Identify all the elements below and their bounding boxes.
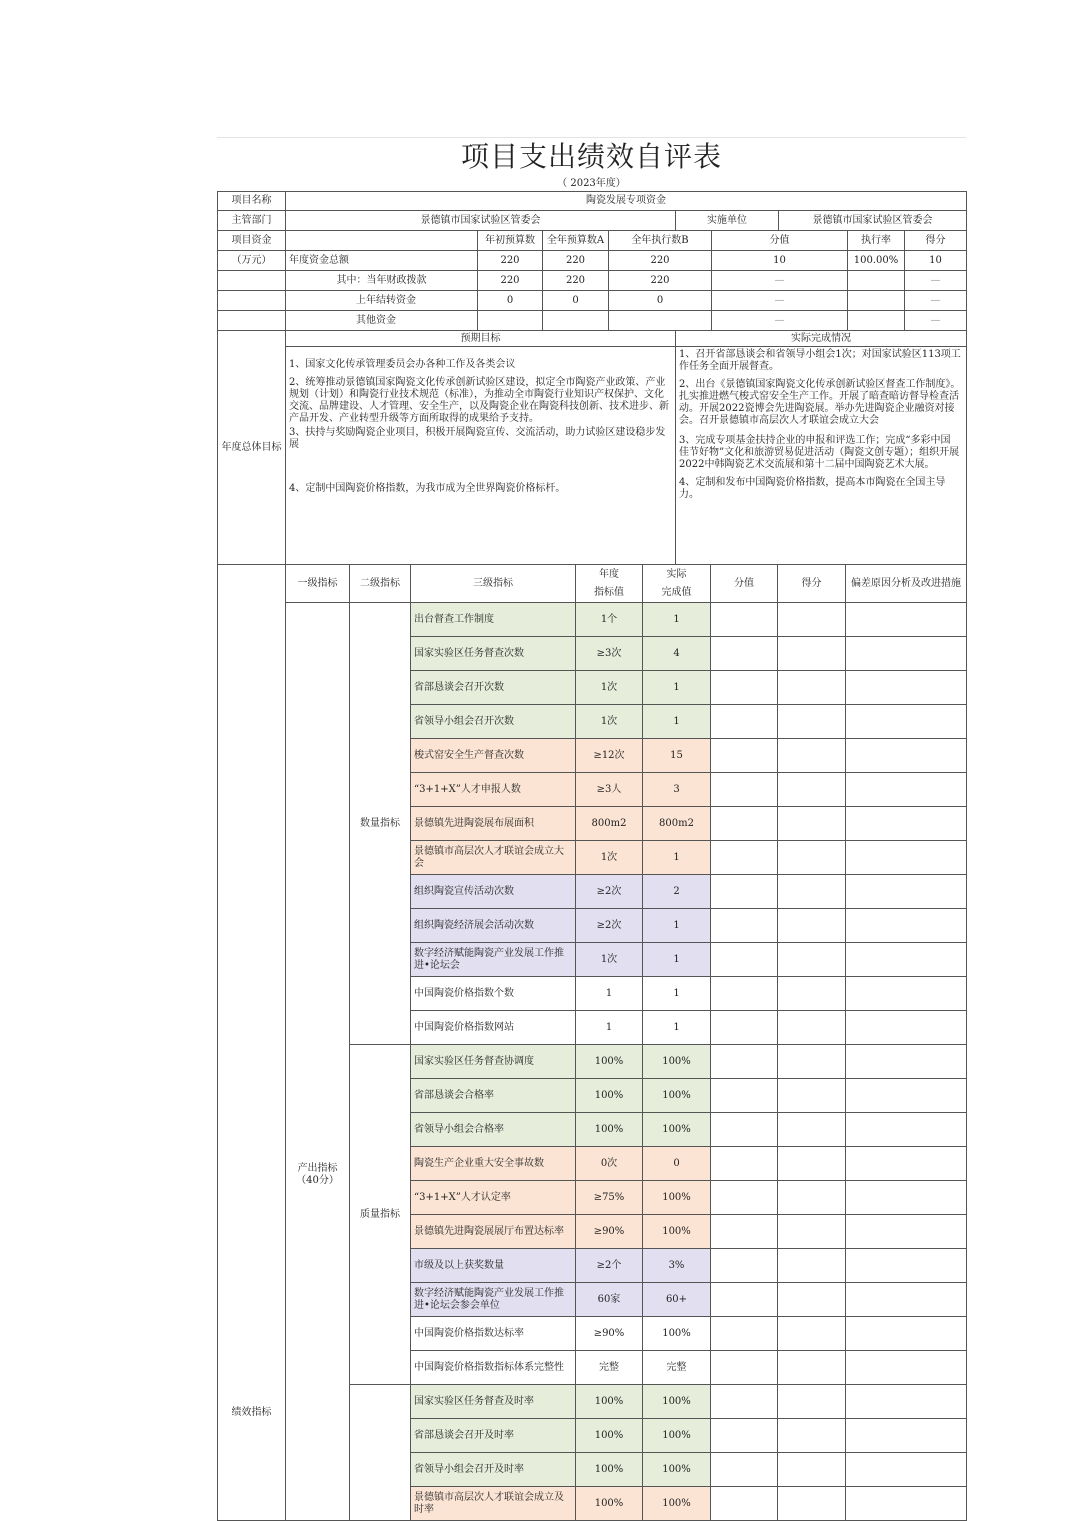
indicator-deviation [846, 1317, 967, 1351]
indicator-name: 国家实验区任务督查及时率 [411, 1385, 576, 1419]
indicator-deviation [846, 1487, 967, 1521]
indicator-target: 1次 [576, 841, 643, 875]
indicator-score [778, 671, 846, 705]
indicator-name: 数字经济赋能陶瓷产业发展工作推进•论坛会参会单位 [411, 1283, 576, 1317]
indicator-deviation [846, 1181, 967, 1215]
indicator-deviation [846, 1283, 967, 1317]
indicator-target: 100% [576, 1419, 643, 1453]
indicator-name: 数字经济赋能陶瓷产业发展工作推进•论坛会 [411, 943, 576, 977]
indicator-deviation [846, 875, 967, 909]
indicator-name: “3+1+X”人才认定率 [411, 1181, 576, 1215]
indicator-target: 0次 [576, 1147, 643, 1181]
department-value: 景德镇市国家试验区管委会 [286, 211, 676, 231]
indicator-score-value [711, 943, 778, 977]
indicator-score [778, 1181, 846, 1215]
indicator-score-value [711, 1351, 778, 1385]
funds-row: （万元） 年度资金总额 220 220 220 10 100.00% 10 [218, 251, 967, 271]
indicator-actual: 3% [643, 1249, 711, 1283]
indicator-actual: 4 [643, 637, 711, 671]
indicator-deviation [846, 1249, 967, 1283]
indicator-name: 国家实验区任务督查协调度 [411, 1045, 576, 1079]
impl-unit-value: 景德镇市国家试验区管委会 [779, 211, 967, 231]
indicator-name: 省领导小组会召开及时率 [411, 1453, 576, 1487]
indicator-score [778, 841, 846, 875]
indicator-score [778, 705, 846, 739]
indicator-name: 出台督查工作制度 [411, 603, 576, 637]
indicator-score-value [711, 841, 778, 875]
funds-header-cell: 分值 [712, 231, 848, 251]
indicator-deviation [846, 807, 967, 841]
indicator-name: “3+1+X”人才申报人数 [411, 773, 576, 807]
info-table [217, 191, 967, 565]
output-indicator-label: 产出指标（40分） [286, 603, 350, 1521]
indicator-deviation [846, 1045, 967, 1079]
indicator-name: 市级及以上获奖数量 [411, 1249, 576, 1283]
indicator-actual: 60+ [643, 1283, 711, 1317]
indicator-name: 中国陶瓷价格指数网站 [411, 1011, 576, 1045]
indicator-actual: 2 [643, 875, 711, 909]
actual-result-header: 实际完成情况 [676, 331, 967, 347]
indicator-actual: 100% [643, 1453, 711, 1487]
funds-header-cell: 执行率 [848, 231, 905, 251]
indicator-deviation [846, 1079, 967, 1113]
funds-row: 其他资金 — — [218, 311, 967, 331]
indicator-score [778, 603, 846, 637]
funds-row: 上年结转资金 0 0 0 — — [218, 291, 967, 311]
indicator-score-value [711, 1215, 778, 1249]
indicator-score-value [711, 977, 778, 1011]
indicator-target: ≥90% [576, 1317, 643, 1351]
indicator-actual: 100% [643, 1385, 711, 1419]
indicator-actual: 100% [643, 1317, 711, 1351]
indicator-deviation [846, 977, 967, 1011]
indicator-target: 100% [576, 1045, 643, 1079]
indicator-score [778, 1453, 846, 1487]
actual-results: 1、召开省部恳谈会和省领导小组会1次；对国家试验区113项工作任务全面开展督查。 2、出台《景德镇国家陶瓷文化传承创新试验区督查工作制度》。扎实推进燃气梭式窑安全生产工作。开展了暗查暗访督导检查活动。开展2022瓷博会先进陶瓷展。举办先进陶瓷企业融资对接会。召开景德镇市高层次人才联谊会成立大会 3、完成专项基金扶持企业的申报和评选工作；完成“多彩中国 佳节好物”文化和旅游贸易促进活动（陶瓷文创专题）；组织开展2022中韩陶瓷艺术交流展和第十二届中国陶瓷艺术大展。 4、定制和发布中国陶瓷价格指数，提高本市陶瓷在全国主导力。 [676, 347, 967, 565]
indicator-actual: 1 [643, 603, 711, 637]
funds-unit-label: （万元） [218, 251, 286, 271]
indicator-name: 组织陶瓷宣传活动次数 [411, 875, 576, 909]
indicator-actual: 1 [643, 943, 711, 977]
indicator-target: 1次 [576, 943, 643, 977]
indicator-score-value [711, 739, 778, 773]
indicator-score-value [711, 1249, 778, 1283]
indicator-score-value [711, 671, 778, 705]
indicator-actual: 1 [643, 841, 711, 875]
indicator-score-value [711, 1283, 778, 1317]
indicator-actual: 0 [643, 1147, 711, 1181]
indicator-score-value [711, 807, 778, 841]
indicator-name: 陶瓷生产企业重大安全事故数 [411, 1147, 576, 1181]
indicator-actual: 1 [643, 909, 711, 943]
indicator-name: 景德镇市高层次人才联谊会成立大会 [411, 841, 576, 875]
page-title: 项目支出绩效自评表 [217, 137, 966, 176]
indicator-score [778, 1487, 846, 1521]
indicator-actual: 800m2 [643, 807, 711, 841]
indicator-actual: 3 [643, 773, 711, 807]
indicator-target: ≥2个 [576, 1249, 643, 1283]
indicator-score [778, 1249, 846, 1283]
indicator-score-value [711, 637, 778, 671]
indicator-score [778, 1283, 846, 1317]
indicator-score [778, 1045, 846, 1079]
indicator-target: 100% [576, 1385, 643, 1419]
indicator-score [778, 1113, 846, 1147]
indicator-name: 中国陶瓷价格指数达标率 [411, 1317, 576, 1351]
indicator-deviation [846, 1113, 967, 1147]
indicator-name: 景德镇市高层次人才联谊会成立及时率 [411, 1487, 576, 1521]
quality-indicator-label: 质量指标 [350, 1045, 411, 1385]
indicator-score-value [711, 1453, 778, 1487]
indicator-score-value [711, 1317, 778, 1351]
indicator-score-value [711, 909, 778, 943]
self-evaluation-sheet [217, 137, 966, 1521]
indicator-target: ≥75% [576, 1181, 643, 1215]
indicator-deviation [846, 739, 967, 773]
funds-label: 项目资金 [218, 231, 286, 251]
indicator-score-value [711, 875, 778, 909]
indicator-target: 1次 [576, 671, 643, 705]
indicator-deviation [846, 1419, 967, 1453]
indicator-score [778, 943, 846, 977]
quantity-indicator-label: 数量指标 [350, 603, 411, 1045]
indicator-score-value [711, 705, 778, 739]
indicator-name: 景德镇先进陶瓷展展厅布置达标率 [411, 1215, 576, 1249]
indicator-actual: 100% [643, 1113, 711, 1147]
indicator-score-value [711, 1419, 778, 1453]
indicator-deviation [846, 705, 967, 739]
project-name-label: 项目名称 [218, 192, 286, 211]
indicator-target: 100% [576, 1487, 643, 1521]
indicator-target: ≥3人 [576, 773, 643, 807]
indicator-target: 1次 [576, 705, 643, 739]
indicator-target: ≥2次 [576, 909, 643, 943]
indicator-name: 省领导小组会合格率 [411, 1113, 576, 1147]
indicator-name: 国家实验区任务督查次数 [411, 637, 576, 671]
indicator-actual: 100% [643, 1487, 711, 1521]
indicator-name: 中国陶瓷价格指数个数 [411, 977, 576, 1011]
indicator-deviation [846, 1453, 967, 1487]
funds-header-cell: 全年预算数A [543, 231, 609, 251]
indicator-target: 1 [576, 977, 643, 1011]
indicator-score-value [711, 773, 778, 807]
indicator-actual: 100% [643, 1215, 711, 1249]
indicator-score [778, 1147, 846, 1181]
indicator-score-value [711, 1113, 778, 1147]
indicator-deviation [846, 1011, 967, 1045]
indicator-target: 60家 [576, 1283, 643, 1317]
indicator-name: 景德镇先进陶瓷展布展面积 [411, 807, 576, 841]
indicator-name: 组织陶瓷经济展会活动次数 [411, 909, 576, 943]
indicator-target: ≥12次 [576, 739, 643, 773]
funds-header-cell: 得分 [905, 231, 967, 251]
indicator-actual: 1 [643, 671, 711, 705]
indicator-target: 800m2 [576, 807, 643, 841]
impl-unit-label: 实施单位 [676, 211, 779, 231]
indicator-score-value [711, 1487, 778, 1521]
perf-indicator-label: 绩效指标 [218, 565, 286, 1521]
department-label: 主管部门 [218, 211, 286, 231]
indicator-score-value [711, 1181, 778, 1215]
funds-header-cell: 全年执行数B [609, 231, 712, 251]
year-label: （ 2023年度） [557, 178, 626, 189]
indicator-actual: 15 [643, 739, 711, 773]
indicator-deviation [846, 1385, 967, 1419]
indicator-actual: 100% [643, 1045, 711, 1079]
indicator-score [778, 977, 846, 1011]
indicator-deviation [846, 671, 967, 705]
indicator-actual: 100% [643, 1079, 711, 1113]
indicator-actual: 1 [643, 705, 711, 739]
expected-goal-header: 预期目标 [286, 331, 676, 347]
indicator-score [778, 1215, 846, 1249]
indicator-name: 省领导小组会召开次数 [411, 705, 576, 739]
indicator-header-row: 绩效指标 一级指标 二级指标 三级指标 年度 指标值 实际 完成值 分值 得分 偏差原因分析及改进措施 [218, 565, 967, 603]
indicator-score [778, 1419, 846, 1453]
indicator-score-value [711, 1079, 778, 1113]
indicator-score-value [711, 1045, 778, 1079]
indicator-score [778, 875, 846, 909]
indicator-score [778, 1011, 846, 1045]
indicator-deviation [846, 943, 967, 977]
indicator-target: 100% [576, 1453, 643, 1487]
indicator-score [778, 1079, 846, 1113]
indicator-score [778, 1351, 846, 1385]
indicator-deviation [846, 841, 967, 875]
funds-header-cell: 年初预算数 [478, 231, 543, 251]
indicator-score-value [711, 603, 778, 637]
indicator-actual: 100% [643, 1419, 711, 1453]
indicator-target: ≥3次 [576, 637, 643, 671]
indicator-deviation [846, 773, 967, 807]
indicator-deviation [846, 1215, 967, 1249]
indicator-name: 中国陶瓷价格指数指标体系完整性 [411, 1351, 576, 1385]
indicator-actual: 100% [643, 1181, 711, 1215]
indicator-score [778, 1385, 846, 1419]
indicator-score [778, 773, 846, 807]
indicator-actual: 1 [643, 977, 711, 1011]
indicator-name: 省部恳谈会合格率 [411, 1079, 576, 1113]
indicator-deviation [846, 603, 967, 637]
indicator-deviation [846, 637, 967, 671]
indicator-target: ≥2次 [576, 875, 643, 909]
indicator-score-value [711, 1147, 778, 1181]
indicator-row [218, 603, 967, 637]
indicator-target: 1 [576, 1011, 643, 1045]
indicator-deviation [846, 1147, 967, 1181]
indicator-score [778, 739, 846, 773]
indicator-score [778, 637, 846, 671]
timeliness-indicator-cell [350, 1385, 411, 1521]
project-name-value: 陶瓷发展专项资金 [286, 192, 967, 211]
indicator-score [778, 1317, 846, 1351]
indicator-name: 省部恳谈会召开次数 [411, 671, 576, 705]
indicator-actual: 完整 [643, 1351, 711, 1385]
indicator-score-value [711, 1011, 778, 1045]
indicator-table [217, 564, 967, 1521]
indicator-actual: 1 [643, 1011, 711, 1045]
indicator-target: ≥90% [576, 1215, 643, 1249]
indicator-target: 1个 [576, 603, 643, 637]
indicator-score [778, 807, 846, 841]
indicator-deviation [846, 909, 967, 943]
indicator-score [778, 909, 846, 943]
funds-row: 其中：当年财政拨款 220 220 220 — — [218, 271, 967, 291]
indicator-name: 梭式窑安全生产督查次数 [411, 739, 576, 773]
indicator-score-value [711, 1385, 778, 1419]
annual-goal-label: 年度总体目标 [218, 331, 286, 565]
indicator-target: 100% [576, 1079, 643, 1113]
expected-goals: 1、国家文化传承管理委员会办各种工作及各类会议 2、统筹推动景德镇国家陶瓷文化传承创新试验区建设，拟定全市陶瓷产业政策、产业规划（计划）和陶瓷行业技术规范（标准），为推动全市陶瓷行业知识产权保护、文化交流、品牌建设、人才管理、安全生产，以及陶瓷企业在陶瓷科技创新、技术进步、新产品开发、产业转型升级等方面所取得的成果给予支持。 3、扶持与奖励陶瓷企业项目，积极开展陶瓷宣传、交流活动，助力试验区建设稳步发展 4、定制中国陶瓷价格指数，为我市成为全世界陶瓷价格标杆。 [286, 347, 676, 565]
indicator-deviation [846, 1351, 967, 1385]
indicator-target: 100% [576, 1113, 643, 1147]
indicator-target: 完整 [576, 1351, 643, 1385]
indicator-name: 省部恳谈会召开及时率 [411, 1419, 576, 1453]
